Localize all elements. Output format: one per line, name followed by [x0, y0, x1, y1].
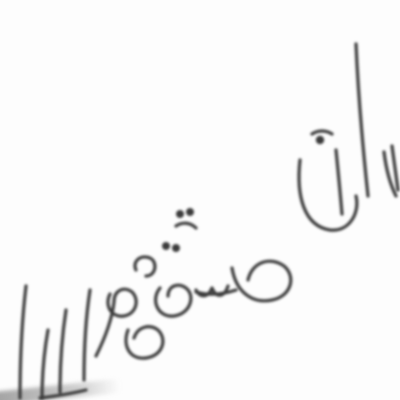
ink-stroke-fa: [135, 257, 155, 276]
ink-dot-2: [188, 210, 193, 215]
ink-dot-qaf-1: [164, 244, 169, 249]
ink-stroke-lam-4: [20, 286, 26, 398]
ink-stroke-ta: [312, 131, 332, 134]
ink-stroke-ta-marbuta: [126, 327, 163, 358]
ink-stroke-lam-3: [42, 330, 48, 400]
ink-dot-qaf-2: [174, 246, 179, 251]
ink-stroke-sin-dots: [176, 223, 196, 228]
ink-stroke-nun: [299, 160, 357, 230]
ink-dot-1: [178, 212, 183, 217]
ink-stroke-sad: [232, 261, 291, 301]
ink-stroke-nun-2: [336, 150, 342, 214]
ink-dot-nun: [317, 137, 322, 142]
ink-stroke-base-left: [40, 390, 86, 398]
ink-stroke-waw: [96, 289, 136, 356]
ink-stroke-alif-right: [356, 44, 368, 196]
ink-stroke-lam-1: [84, 290, 90, 380]
ink-stroke-lam-2: [60, 310, 66, 392]
ink-stroke-top-right: [392, 146, 398, 190]
ink-stroke-qaf: [156, 285, 191, 316]
